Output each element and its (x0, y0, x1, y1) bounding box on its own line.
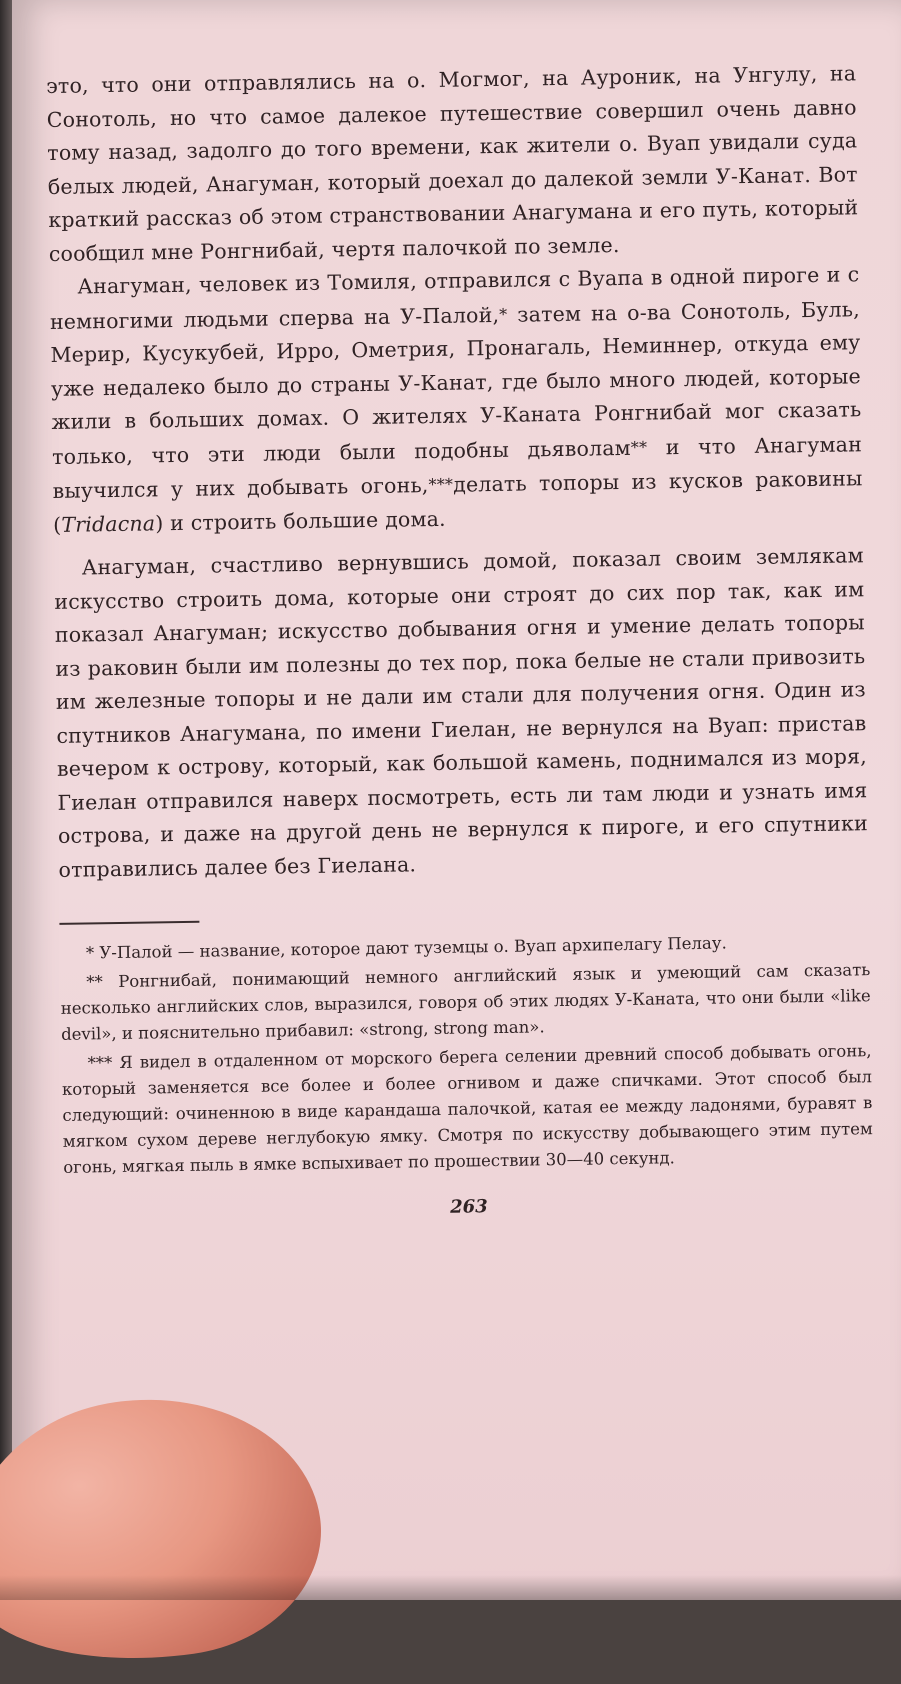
paragraph-continuation: это, что они отправлялись на о. Могмог, на Ауроник, на Унгулу, на Сонотоль, но что самое далекое путешествие совершил очень давно тому назад, задолго до того времени, как жители о. Вуап увидали суда белых людей, Анагуман, который доехал до далекой земли У-Канат. Вот краткий рассказ об этом странствовании Анагумана и его путь, который сообщил мне Ронгнибай, чертя палочкой по земле. (46, 61, 859, 266)
text-segment: ) и строить большие дома. (155, 506, 446, 535)
text-segment: Анагуман, человек из Томиля, отправился с Вуапа в одной пироге и с немногими людьми сперва на У-Палой, (49, 262, 860, 334)
paragraph-anaguman-journey (49, 258, 863, 542)
text-segment: затем на о-ва Сонотоль, Буль, Мерир, Кусукубей, Ирро, Ометрия, Пронагаль, Неминнер, откуда ему уже недалеко было до страны У-Канат, где было много людей, которые жили в больших домах. О жителях У-Каната Ронгнибай мог сказать только, что эти люди были подобны дьяволам (50, 296, 862, 469)
footnote-2: ** Ронгнибай, понимающий немного английский язык и умеющий сам сказать несколько английских слов, выразился, говоря об этих людях У-Каната, что они были «like devil», и пояснительно прибавил: «strong, strong man». (60, 960, 871, 1044)
footnote-3: *** Я видел в отдаленном от морского берега селении древний способ добывать огонь, который заменяется все более и более огнивом и даже спичками. Этот способ был следующий: очиненною в виде карандаша палочкой, катая ее между ладонями, буравят в мягком сухом дереве неглубокую ямку. Смотря по искусству добывающего этим путем огонь, мягкая пыль в ямке вспыхивает по прошествии 30—40 секунд. (61, 1041, 873, 1177)
book-page (12, 0, 901, 1600)
page-number: 263 (449, 1196, 488, 1218)
latin-term: Tridacna (61, 510, 156, 537)
text-segment: делать топоры из кусков раковины ( (52, 466, 863, 537)
bottom-shadow (0, 1575, 901, 1600)
footnote-ref-3: *** (428, 474, 454, 495)
footnote-1: * У-Палой — название, которое дают туземцы о. Вуап архипелагу Пелау. (85, 933, 727, 963)
paragraph-return-home: Анагуман, счастливо вернувшись домой, показал своим землякам искусство строить дома, которые они строят до сих пор так, как им показал Анагуман; искусство добывания огня и умение делать топоры из раковин были им полезны до тех пор, пока белые не стали привозить им железные топоры и не дали им стали для получения огня. Один из спутников Анагумана, по имени Гиелан, не вернулся на Вуап: пристав вечером к острову, который, как большой камень, поднимался из моря, Гиелан отправился наверх посмотреть, есть ли там люди и узнать имя острова, и даже на другой день не вернулся к пироге, и его спутники отправились далее без Гиелана. (54, 543, 869, 882)
footnote-divider (59, 921, 199, 925)
footnote-ref-1: * (499, 304, 508, 324)
text-segment: и что Анагуман выучился у них добывать огонь, (52, 431, 863, 503)
page-content (46, 57, 874, 1224)
footnote-ref-2: ** (630, 437, 648, 457)
